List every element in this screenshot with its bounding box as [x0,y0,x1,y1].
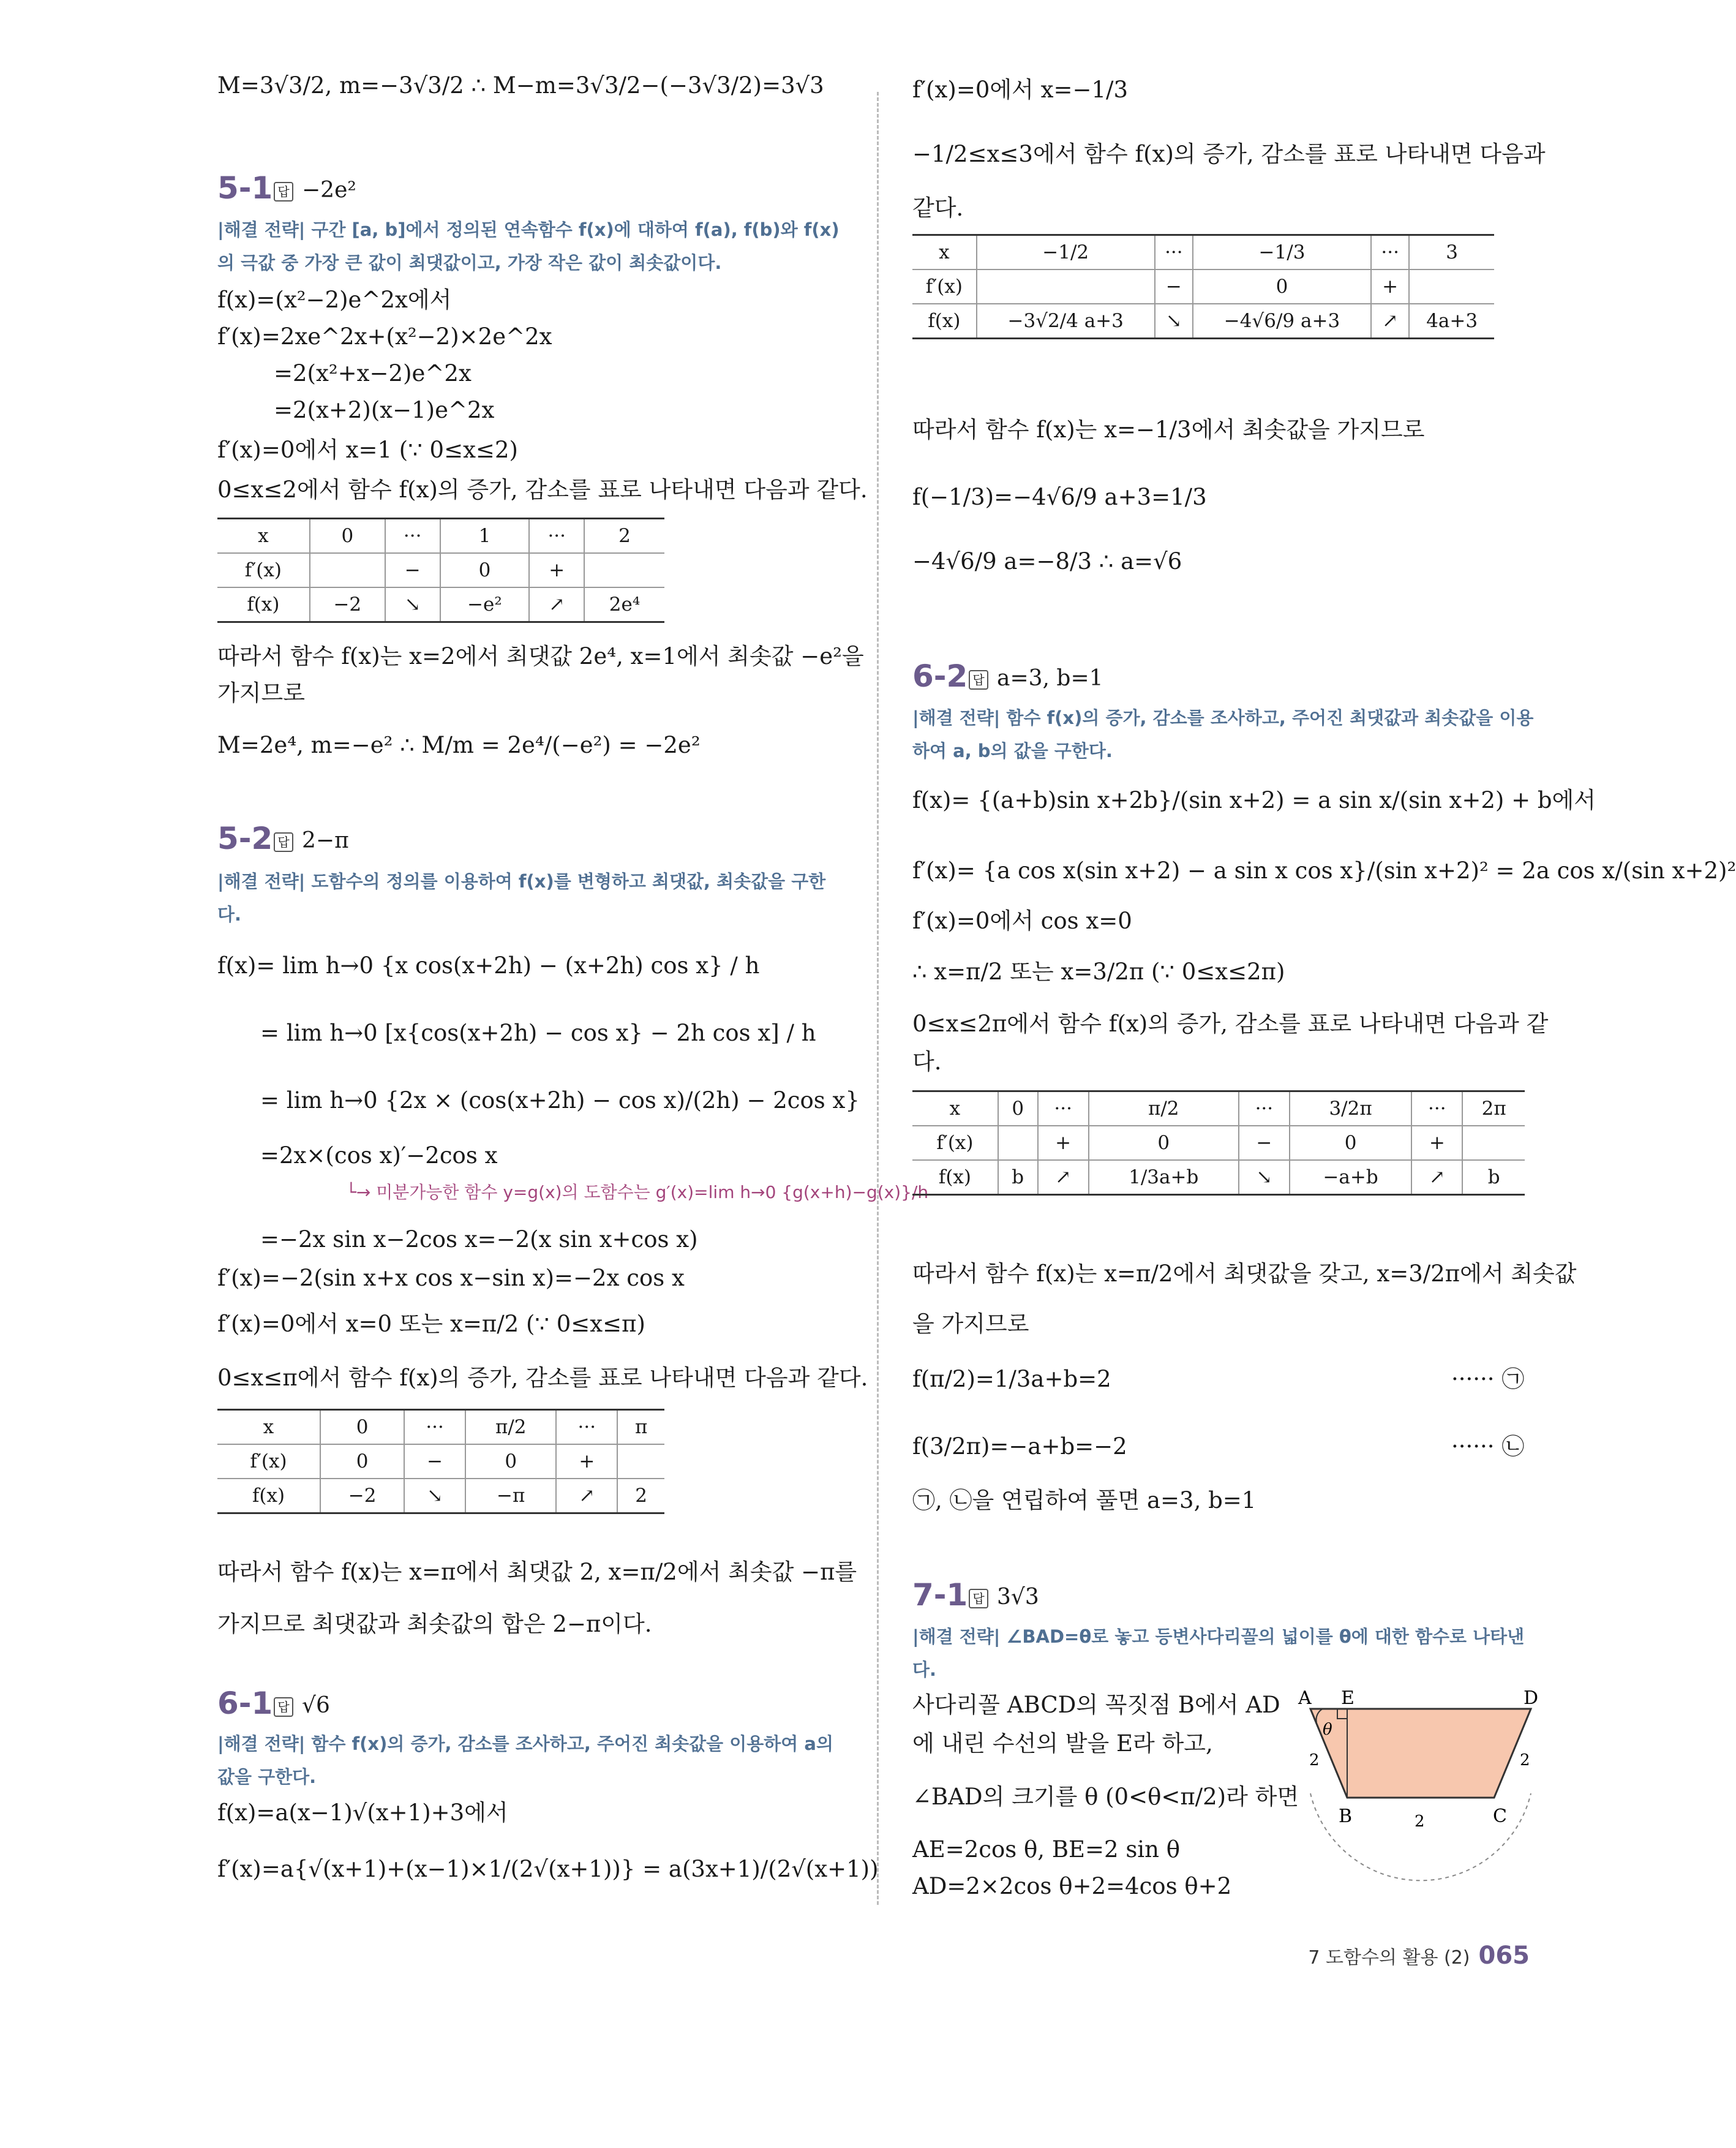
label-cd-length: 2 [1520,1751,1530,1769]
strategy-7-1: |해결 전략| ∠BAD=θ로 놓고 등변사다리꼴의 넓이를 θ에 대한 함수로 나타낸다. [912,1626,1525,1680]
problem-number-5-2: 5-2 [217,821,273,856]
eq-line: =2(x+2)(x−1)e^2x [274,397,495,423]
table-cell: −1/2 [977,235,1155,270]
table-cell: 4a+3 [1409,304,1494,339]
table-cell: − [404,1444,465,1479]
eq-line: =2x×(cos x)′−2cos x [260,1142,498,1169]
chapter-title: 7 도함수의 활용 (2) [1308,1947,1470,1969]
conclusion-line: −4√6/9 a=−8/3 ∴ a=√6 [912,548,1182,575]
strategy-5-2: |해결 전략| 도함수의 정의를 이용하여 f(x)를 변형하고 최댓값, 최솟값을 구한다. [217,871,826,925]
problem-number-5-1: 5-1 [217,170,273,206]
table-cell: x [217,519,310,554]
table-cell: + [529,553,584,587]
answer-icon: 답 [274,1697,293,1717]
table-cell: 0 [320,1444,404,1479]
answer-icon: 답 [274,832,293,852]
table-cell [1462,1126,1525,1160]
conclusion-line: 가지므로 [217,680,305,706]
table-cell: −2 [320,1479,404,1513]
table-cell: ↘ [1239,1160,1290,1195]
table-cell: ··· [385,519,440,554]
eq-line: 0≤x≤2에서 함수 f(x)의 증가, 감소를 표로 나타내면 다음과 같다. [217,477,868,503]
table-cell: − [1155,269,1193,304]
conclusion-line: 따라서 함수 f(x)는 x=−1/3에서 최솟값을 가지므로 [912,416,1425,443]
table-cell: f(x) [217,587,310,622]
table-cell: −1/3 [1193,235,1371,270]
eq-line: f(x)=(x²−2)e^2x에서 [217,287,452,313]
answer-value: a=3, b=1 [997,666,1103,691]
label-d: D [1524,1687,1539,1709]
table-cell: b [1462,1160,1525,1195]
eq-line: f(x)= {(a+b)sin x+2b}/(sin x+2) = a sin x/(sin x+2) + b에서 [912,787,1596,813]
table-cell: 2π [1462,1091,1525,1126]
table-cell: −4√6/9 a+3 [1193,304,1371,339]
table-cell: −π [465,1479,556,1513]
eq-line: 다. [912,1049,942,1075]
eq-line: 에 내린 수선의 발을 E라 하고, [912,1730,1213,1757]
table-cell [617,1444,664,1479]
eq-line: f′(x)=−2(sin x+x cos x−sin x)=−2x cos x [217,1265,685,1291]
problem-number-6-2: 6-2 [912,658,968,694]
eq-line: f′(x)=0에서 cos x=0 [912,908,1132,934]
table-cell: ↘ [1155,304,1193,339]
table-cell: 1 [440,519,530,554]
page-footer [1308,1942,1530,1970]
eq-line: f′(x)=0에서 x=0 또는 x=π/2 (∵ 0≤x≤π) [217,1311,645,1337]
conclusion-line: 가지므로 최댓값과 최솟값의 합은 2−π이다. [217,1611,652,1637]
table-cell [584,553,664,587]
table-cell: 0 [1193,269,1371,304]
conclusion-line: ㉠, ㉡을 연립하여 풀면 a=3, b=1 [912,1487,1257,1513]
system-eq-1: f(π/2)=1/3a+b=2 [912,1366,1111,1392]
problem-number-6-1: 6-1 [217,1686,273,1721]
table-cell: ··· [1239,1091,1290,1126]
table-cell: 0 [1290,1126,1411,1160]
answer-5-1 [274,178,356,203]
trapezoid-figure [1298,1687,1543,1837]
answer-value: −2e² [302,178,356,203]
table-cell: x [912,235,977,270]
table-cell [998,1126,1038,1160]
table-cell: 0 [998,1091,1038,1126]
table-cell: f′(x) [217,553,310,587]
answer-icon: 답 [969,1589,988,1608]
table-cell: 0 [440,553,530,587]
label-ab-length: 2 [1309,1751,1320,1769]
table-cell: ··· [1371,235,1409,270]
eq-line: f(x)=a(x−1)√(x+1)+3에서 [217,1799,508,1826]
eq-line: 0≤x≤π에서 함수 f(x)의 증가, 감소를 표로 나타내면 다음과 같다. [217,1365,868,1391]
table-cell: f′(x) [912,269,977,304]
table-cell: −e² [440,587,530,622]
system-eq-2: f(3/2π)=−a+b=−2 [912,1433,1127,1460]
label-c: C [1493,1806,1507,1827]
table-cell: 0 [465,1444,556,1479]
table-cell: 0 [320,1410,404,1445]
table-cell: −3√2/4 a+3 [977,304,1155,339]
label-b: B [1339,1806,1353,1827]
table-cell: ··· [529,519,584,554]
table-cell: 1/3a+b [1089,1160,1239,1195]
strategy-5-1: |해결 전략| 구간 [a, b]에서 정의된 연속함수 f(x)에 대하여 f(a), f(b)와 f(x)의 극값 중 가장 큰 값이 최댓값이고, 가장 작은 값이 최솟값이다. [217,219,840,273]
table-cell: 0 [1089,1126,1239,1160]
conclusion-line: 을 가지므로 [912,1311,1029,1337]
table-cell [977,269,1155,304]
eq-line: = lim h→0 [x{cos(x+2h) − cos x} − 2h cos x] / h [260,1020,816,1046]
label-bc-length: 2 [1415,1812,1425,1831]
table-cell: + [1038,1126,1089,1160]
answer-icon: 답 [274,182,293,202]
table-cell: + [1411,1126,1462,1160]
conclusion-line: 따라서 함수 f(x)는 x=π/2에서 최댓값을 갖고, x=3/2π에서 최솟값 [912,1261,1577,1287]
answer-7-1 [969,1585,1039,1610]
label-a: A [1298,1687,1312,1709]
answer-value: √6 [302,1693,330,1718]
table-cell: − [385,553,440,587]
eq-line: f′(x)=0에서 x=−1/3 [912,77,1129,103]
eq-marker-2: ······ ㉡ [1451,1433,1525,1460]
table-cell: 2 [584,519,664,554]
conclusion-line: f(−1/3)=−4√6/9 a+3=1/3 [912,484,1207,510]
eq-line: =−2x sin x−2cos x=−2(x sin x+cos x) [260,1226,698,1253]
eq-line: f′(x)=a{√(x+1)+(x−1)×1/(2√(x+1))} = a(3x+1)/(2√(x+1)) [217,1856,879,1882]
table-cell: ··· [1038,1091,1089,1126]
page-number: 065 [1478,1942,1530,1970]
table-cell: π/2 [1089,1091,1239,1126]
table-cell: f(x) [912,1160,998,1195]
eq-line: ∠BAD의 크기를 θ (0<θ<π/2)라 하면 [912,1784,1299,1810]
column-divider [877,92,879,1905]
table-cell: ↗ [1411,1160,1462,1195]
table-cell: f′(x) [217,1444,320,1479]
eq-line: = lim h→0 {2x × (cos(x+2h) − cos x)/(2h) − 2cos x} [260,1087,860,1114]
table-cell: ··· [1155,235,1193,270]
table-cell: ··· [556,1410,617,1445]
table-cell [310,553,385,587]
answer-6-1 [274,1693,330,1718]
strategy-6-1: |해결 전략| 함수 f(x)의 증가, 감소를 조사하고, 주어진 최솟값을 이용하여 a의 값을 구한다. [217,1733,833,1787]
table-cell: ↗ [529,587,584,622]
table-cell: −2 [310,587,385,622]
table-cell: 2 [617,1479,664,1513]
eq-line: f′(x)= {a cos x(sin x+2) − a sin x cos x}/(sin x+2)² = 2a cos x/(sin x+2)² [912,857,1736,884]
conclusion-line: 따라서 함수 f(x)는 x=2에서 최댓값 2e⁴, x=1에서 최솟값 −e²을 [217,643,864,669]
eq-line: AD=2×2cos θ+2=4cos θ+2 [912,1873,1232,1899]
top-result-line: M=3√3/2, m=−3√3/2 ∴ M−m=3√3/2−(−3√3/2)=3√3 [217,72,824,99]
strategy-6-2: |해결 전략| 함수 f(x)의 증가, 감소를 조사하고, 주어진 최댓값과 최솟값을 이용하여 a, b의 값을 구한다. [912,707,1534,761]
table-cell: ↗ [1371,304,1409,339]
eq-line: =2(x²+x−2)e^2x [274,360,472,386]
table-cell: 3/2π [1290,1091,1411,1126]
table-cell: ↘ [385,587,440,622]
eq-line: 사다리꼴 ABCD의 꼭짓점 B에서 AD [912,1692,1280,1718]
conclusion-line: M=2e⁴, m=−e² ∴ M/m = 2e⁴/(−e²) = −2e² [217,732,701,758]
table-cell: ↗ [556,1479,617,1513]
problem-number-7-1: 7-1 [912,1577,968,1613]
eq-marker-1: ······ ㉠ [1451,1366,1525,1392]
eq-line: 0≤x≤2π에서 함수 f(x)의 증가, 감소를 표로 나타내면 다음과 같 [912,1011,1549,1037]
variation-table-5-2 [217,1409,664,1514]
label-theta: θ [1323,1720,1332,1739]
table-cell: ↘ [404,1479,465,1513]
answer-icon: 답 [969,670,988,690]
table-cell: x [912,1091,998,1126]
table-cell: 0 [310,519,385,554]
answer-value: 2−π [302,828,349,853]
table-cell: f′(x) [912,1126,998,1160]
table-cell: −a+b [1290,1160,1411,1195]
eq-line: 같다. [912,195,964,221]
variation-table-6-1 [912,234,1494,339]
eq-line: f′(x)=0에서 x=1 (∵ 0≤x≤2) [217,437,518,463]
variation-table-5-1 [217,518,664,623]
table-cell: 3 [1409,235,1494,270]
table-cell: π/2 [465,1410,556,1445]
table-cell: b [998,1160,1038,1195]
table-cell: x [217,1410,320,1445]
eq-line: −1/2≤x≤3에서 함수 f(x)의 증가, 감소를 표로 나타내면 다음과 [912,141,1546,167]
answer-5-2 [274,828,349,853]
table-cell: f(x) [217,1479,320,1513]
table-cell: + [1371,269,1409,304]
answer-6-2 [969,666,1103,691]
table-cell [1409,269,1494,304]
answer-value: 3√3 [997,1585,1039,1610]
table-cell: ··· [404,1410,465,1445]
trapezoid-abcd [1310,1709,1531,1798]
table-cell: ··· [1411,1091,1462,1126]
table-cell: π [617,1410,664,1445]
table-cell: f(x) [912,304,977,339]
eq-line: AE=2cos θ, BE=2 sin θ [912,1836,1181,1863]
variation-table-6-2 [912,1090,1525,1196]
eq-line: f′(x)=2xe^2x+(x²−2)×2e^2x [217,323,552,350]
derivative-definition-note: └→ 미분가능한 함수 y=g(x)의 도함수는 g′(x)=lim h→0 {g(x+h)−g(x)}/h [346,1182,929,1202]
conclusion-line: 따라서 함수 f(x)는 x=π에서 최댓값 2, x=π/2에서 최솟값 −π를 [217,1559,857,1585]
label-e: E [1341,1687,1355,1709]
table-cell: 2e⁴ [584,587,664,622]
table-cell: ↗ [1038,1160,1089,1195]
table-cell: − [1239,1126,1290,1160]
eq-line: ∴ x=π/2 또는 x=3/2π (∵ 0≤x≤2π) [912,959,1285,985]
table-cell: + [556,1444,617,1479]
eq-line: f(x)= lim h→0 {x cos(x+2h) − (x+2h) cos x} / h [217,952,760,979]
